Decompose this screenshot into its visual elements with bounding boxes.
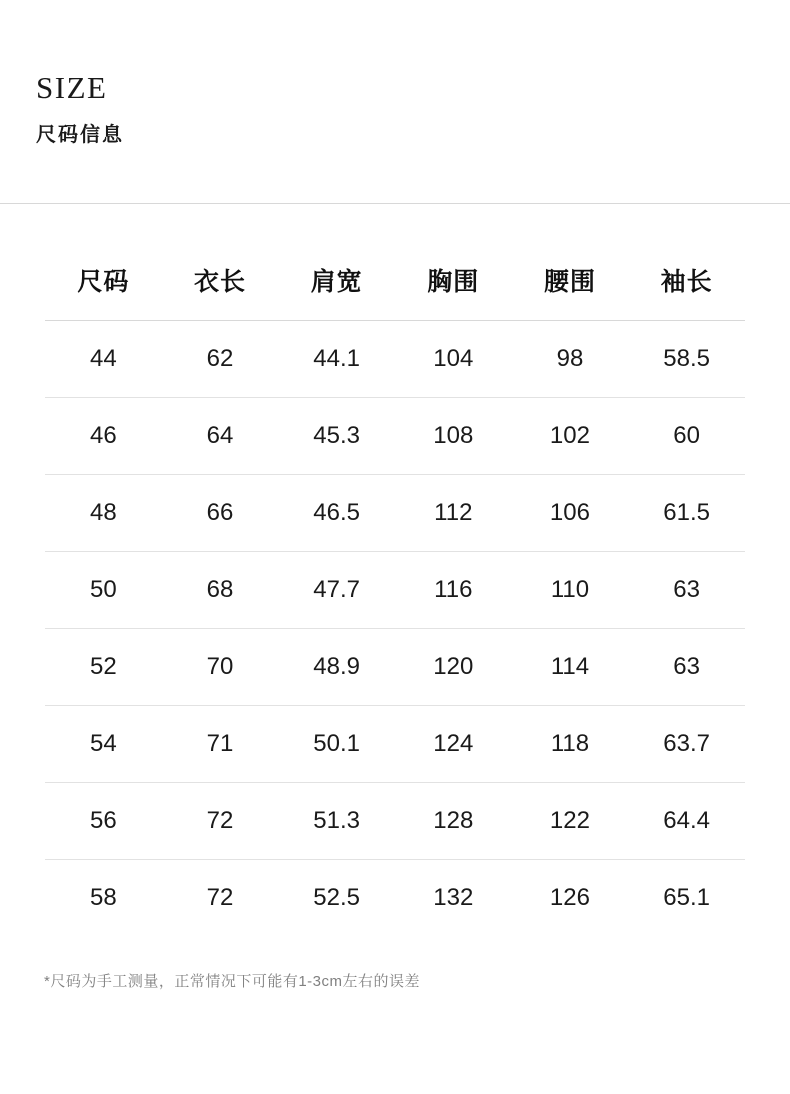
cell-length: 72: [162, 783, 279, 860]
size-table-body: [45, 321, 745, 937]
cell-size: 48: [45, 475, 162, 552]
cell-waist: 118: [512, 706, 629, 783]
cell-bust: 120: [395, 629, 512, 706]
cell-size: 50: [45, 552, 162, 629]
cell-length: 64: [162, 398, 279, 475]
table-header-row: [45, 244, 745, 321]
cell-sleeve: 60: [628, 398, 745, 475]
cell-waist: 110: [512, 552, 629, 629]
cell-shoulder: 48.9: [278, 629, 395, 706]
column-header-length: 衣长: [193, 268, 246, 296]
cell-waist: 126: [549, 884, 590, 911]
cell-sleeve: 63.7: [628, 706, 745, 783]
table-row: [45, 706, 745, 783]
measurement-note: *尺码为手工测量，正常情况下可能有1-3cm左右的误差: [44, 973, 421, 990]
cell-waist: 122: [512, 783, 629, 860]
column-header-size: 尺码: [77, 268, 130, 296]
cell-waist: 106: [512, 475, 629, 552]
page-subtitle: 尺码信息: [36, 124, 124, 146]
cell-sleeve: 63: [628, 552, 745, 629]
table-row: [45, 321, 745, 398]
cell-sleeve: 64.4: [628, 783, 745, 860]
cell-bust: 116: [395, 552, 512, 629]
cell-size: 46: [45, 398, 162, 475]
cell-size: 56: [45, 783, 162, 860]
cell-length: 70: [162, 629, 279, 706]
size-table: [45, 244, 745, 936]
column-header-bust: 胸围: [427, 268, 480, 296]
table-row: [45, 552, 745, 629]
table-row: [45, 783, 745, 860]
table-row: [45, 860, 745, 937]
table-row: [45, 629, 745, 706]
cell-bust: 132: [433, 884, 474, 911]
cell-bust: 124: [395, 706, 512, 783]
cell-bust: 128: [395, 783, 512, 860]
column-header-waist: 腰围: [543, 268, 596, 296]
cell-shoulder: 44.1: [278, 321, 395, 398]
cell-length: 72: [206, 884, 234, 911]
header-divider: [0, 203, 790, 204]
cell-length: 68: [162, 552, 279, 629]
table-row: [45, 398, 745, 475]
table-row: [45, 475, 745, 552]
cell-waist: 102: [512, 398, 629, 475]
cell-bust: 112: [395, 475, 512, 552]
cell-sleeve: 58.5: [628, 321, 745, 398]
cell-sleeve: 63: [628, 629, 745, 706]
size-table-head: [45, 244, 745, 321]
cell-shoulder: 46.5: [278, 475, 395, 552]
cell-waist: 98: [512, 321, 629, 398]
cell-length: 71: [162, 706, 279, 783]
cell-length: 62: [162, 321, 279, 398]
cell-size: 58: [89, 884, 117, 911]
page-header: [0, 0, 790, 145]
cell-length: 66: [162, 475, 279, 552]
cell-shoulder: 45.3: [278, 398, 395, 475]
cell-waist: 114: [512, 629, 629, 706]
cell-shoulder: 50.1: [278, 706, 395, 783]
page-title: SIZE: [36, 70, 108, 105]
cell-size: 52: [45, 629, 162, 706]
cell-shoulder: 47.7: [278, 552, 395, 629]
cell-shoulder: 52.5: [313, 884, 360, 911]
cell-size: 54: [45, 706, 162, 783]
cell-sleeve: 61.5: [628, 475, 745, 552]
column-header-sleeve: 袖长: [660, 268, 713, 296]
column-header-shoulder: 肩宽: [310, 268, 363, 296]
cell-bust: 108: [395, 398, 512, 475]
cell-bust: 104: [395, 321, 512, 398]
cell-shoulder: 51.3: [278, 783, 395, 860]
cell-sleeve: 65.1: [663, 884, 710, 911]
cell-size: 44: [45, 321, 162, 398]
